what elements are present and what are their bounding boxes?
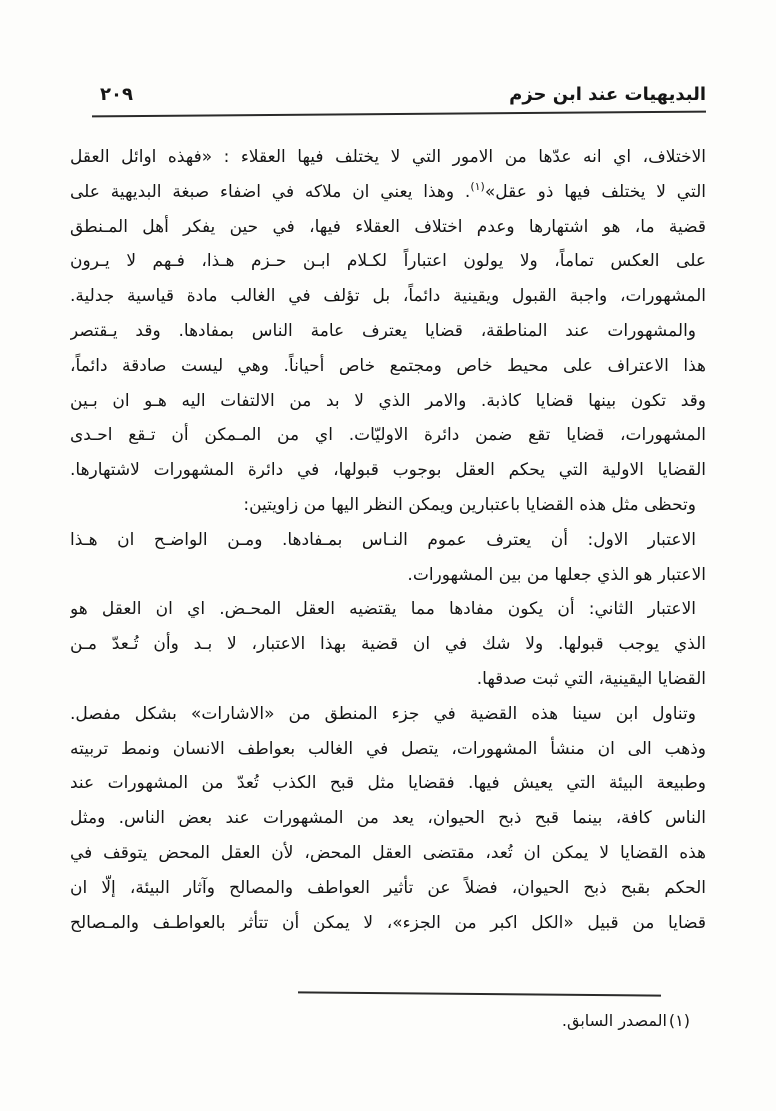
footnote-separator-rule [298,991,661,996]
paragraph [70,314,706,488]
text-line: على العكس تماماً، ولا يولون اعتباراً لكـلام ابـن حـزم هـذا، فـهم لا يـرون [70,251,706,272]
text-line: الاعتبار الثاني: أن يكون مفادها مما يقتضيه العقل المحـض. اي ان العقل هو [70,599,696,620]
text-line: وتناول ابن سينا هذه القضية في جزء المنطق من «الاشارات» بشكل مفصل. [70,703,696,724]
text-line: التي لا يختلف فيها ذو عقل»$^{(١)}$. وهذا يعني ان ملاكه في اضفاء صبغة البديهية على [70,179,706,202]
text-line: القضايا الاولية التي يحكم العقل بوجوب قبولها، في دائرة المشهورات لاشتهارها. [70,460,706,481]
text-line: وذهب الى ان منشأ المشهورات، يتصل في الغالب بعواطف الانسان ونمط تربيته [70,738,706,759]
paragraph [70,523,706,593]
text-line: القضايا اليقينية، التي ثبت صدقها. [476,668,706,689]
text-line: قضية ما، هو اشتهارها وعدم اختلاف العقلاء فيها، في حين يفكر أهل المـنطق [70,216,706,237]
text-line: وتحظى مثل هذه القضايا باعتبارين ويمكن النظر اليها من زاويتين: [243,494,696,515]
paragraph [70,140,706,314]
paragraph [70,697,706,941]
text-line: الناس كافة، بينما قبح ذبح الحيوان، يعد من المشهورات عند بعض الناس. ومثل [70,808,706,829]
footnote-number: (١) [668,1011,690,1030]
text-line: هذه القضايا لا يمكن ان تُعد، مقتضى العقل المحض، لأن العقل المحض يتوقف في [70,842,706,863]
text-line: الاعتبار هو الذي جعلها من بين المشهورات. [407,564,706,585]
page-number: ٢٠٩ [100,84,133,105]
footnote-text: المصدر السابق. [561,1011,667,1030]
text-line: المشهورات، واجبة القبول ويقينية دائماً، بل تؤلف في الغالب مادة قياسية جدلية. [70,286,706,307]
text-line: الاختلاف، اي انه عدّها من الامور التي لا يختلف فيها العقلاء : «فهذه اوائل العقل [70,147,706,167]
text-line: قضايا من قبيل «الكل اكبر من الجزء»، لا يمكن أن تتأثر بالعواطـف والمـصالح [70,912,706,933]
footnote [562,1006,690,1036]
text-line: الذي يوجب قبولها. ولا شك في ان قضية بهذا الاعتبار، لا بـد وأن تُـعدّ مـن [70,634,706,655]
text-line: والمشهورات عند المناطقة، قضايا يعترف عامة الناس بمفادها. وقد يـقتصر [70,320,696,341]
text-line: وقد تكون بينها قضايا كاذبة. والامر الذي لا بد من الالتفات اليه هـو ان بـين [70,390,706,411]
paragraph [70,488,706,523]
footnote-reference: (١) [470,179,485,193]
text-line: الاعتبار الاول: أن يعترف عموم النـاس بمـفادها. ومـن الواضـح ان هـذا [70,529,696,550]
body-text [70,140,706,940]
text-line: المشهورات، قضايا تقع ضمن دائرة الاوليّات. اي من المـمكن أن تـقع احـدى [70,425,706,446]
text-line: وطبيعة البيئة التي يعيش فيها. فقضايا مثل قبح الكذب تُعدّ من المشهورات عند [70,773,706,794]
header-rule [92,111,706,118]
text-line: الحكم بقبح ذبح الحيوان، فضلاً عن تأثير العواطف والمصالح وآثار البيئة، إلّا ان [70,877,706,898]
paragraph [70,592,706,696]
running-title: البديهيات عند ابن حزم [509,84,706,105]
page-header [0,0,776,108]
text-line: هذا الاعتراف على محيط خاص ومجتمع خاص أحياناً. وهي ليست صادقة دائماً، [70,355,706,376]
